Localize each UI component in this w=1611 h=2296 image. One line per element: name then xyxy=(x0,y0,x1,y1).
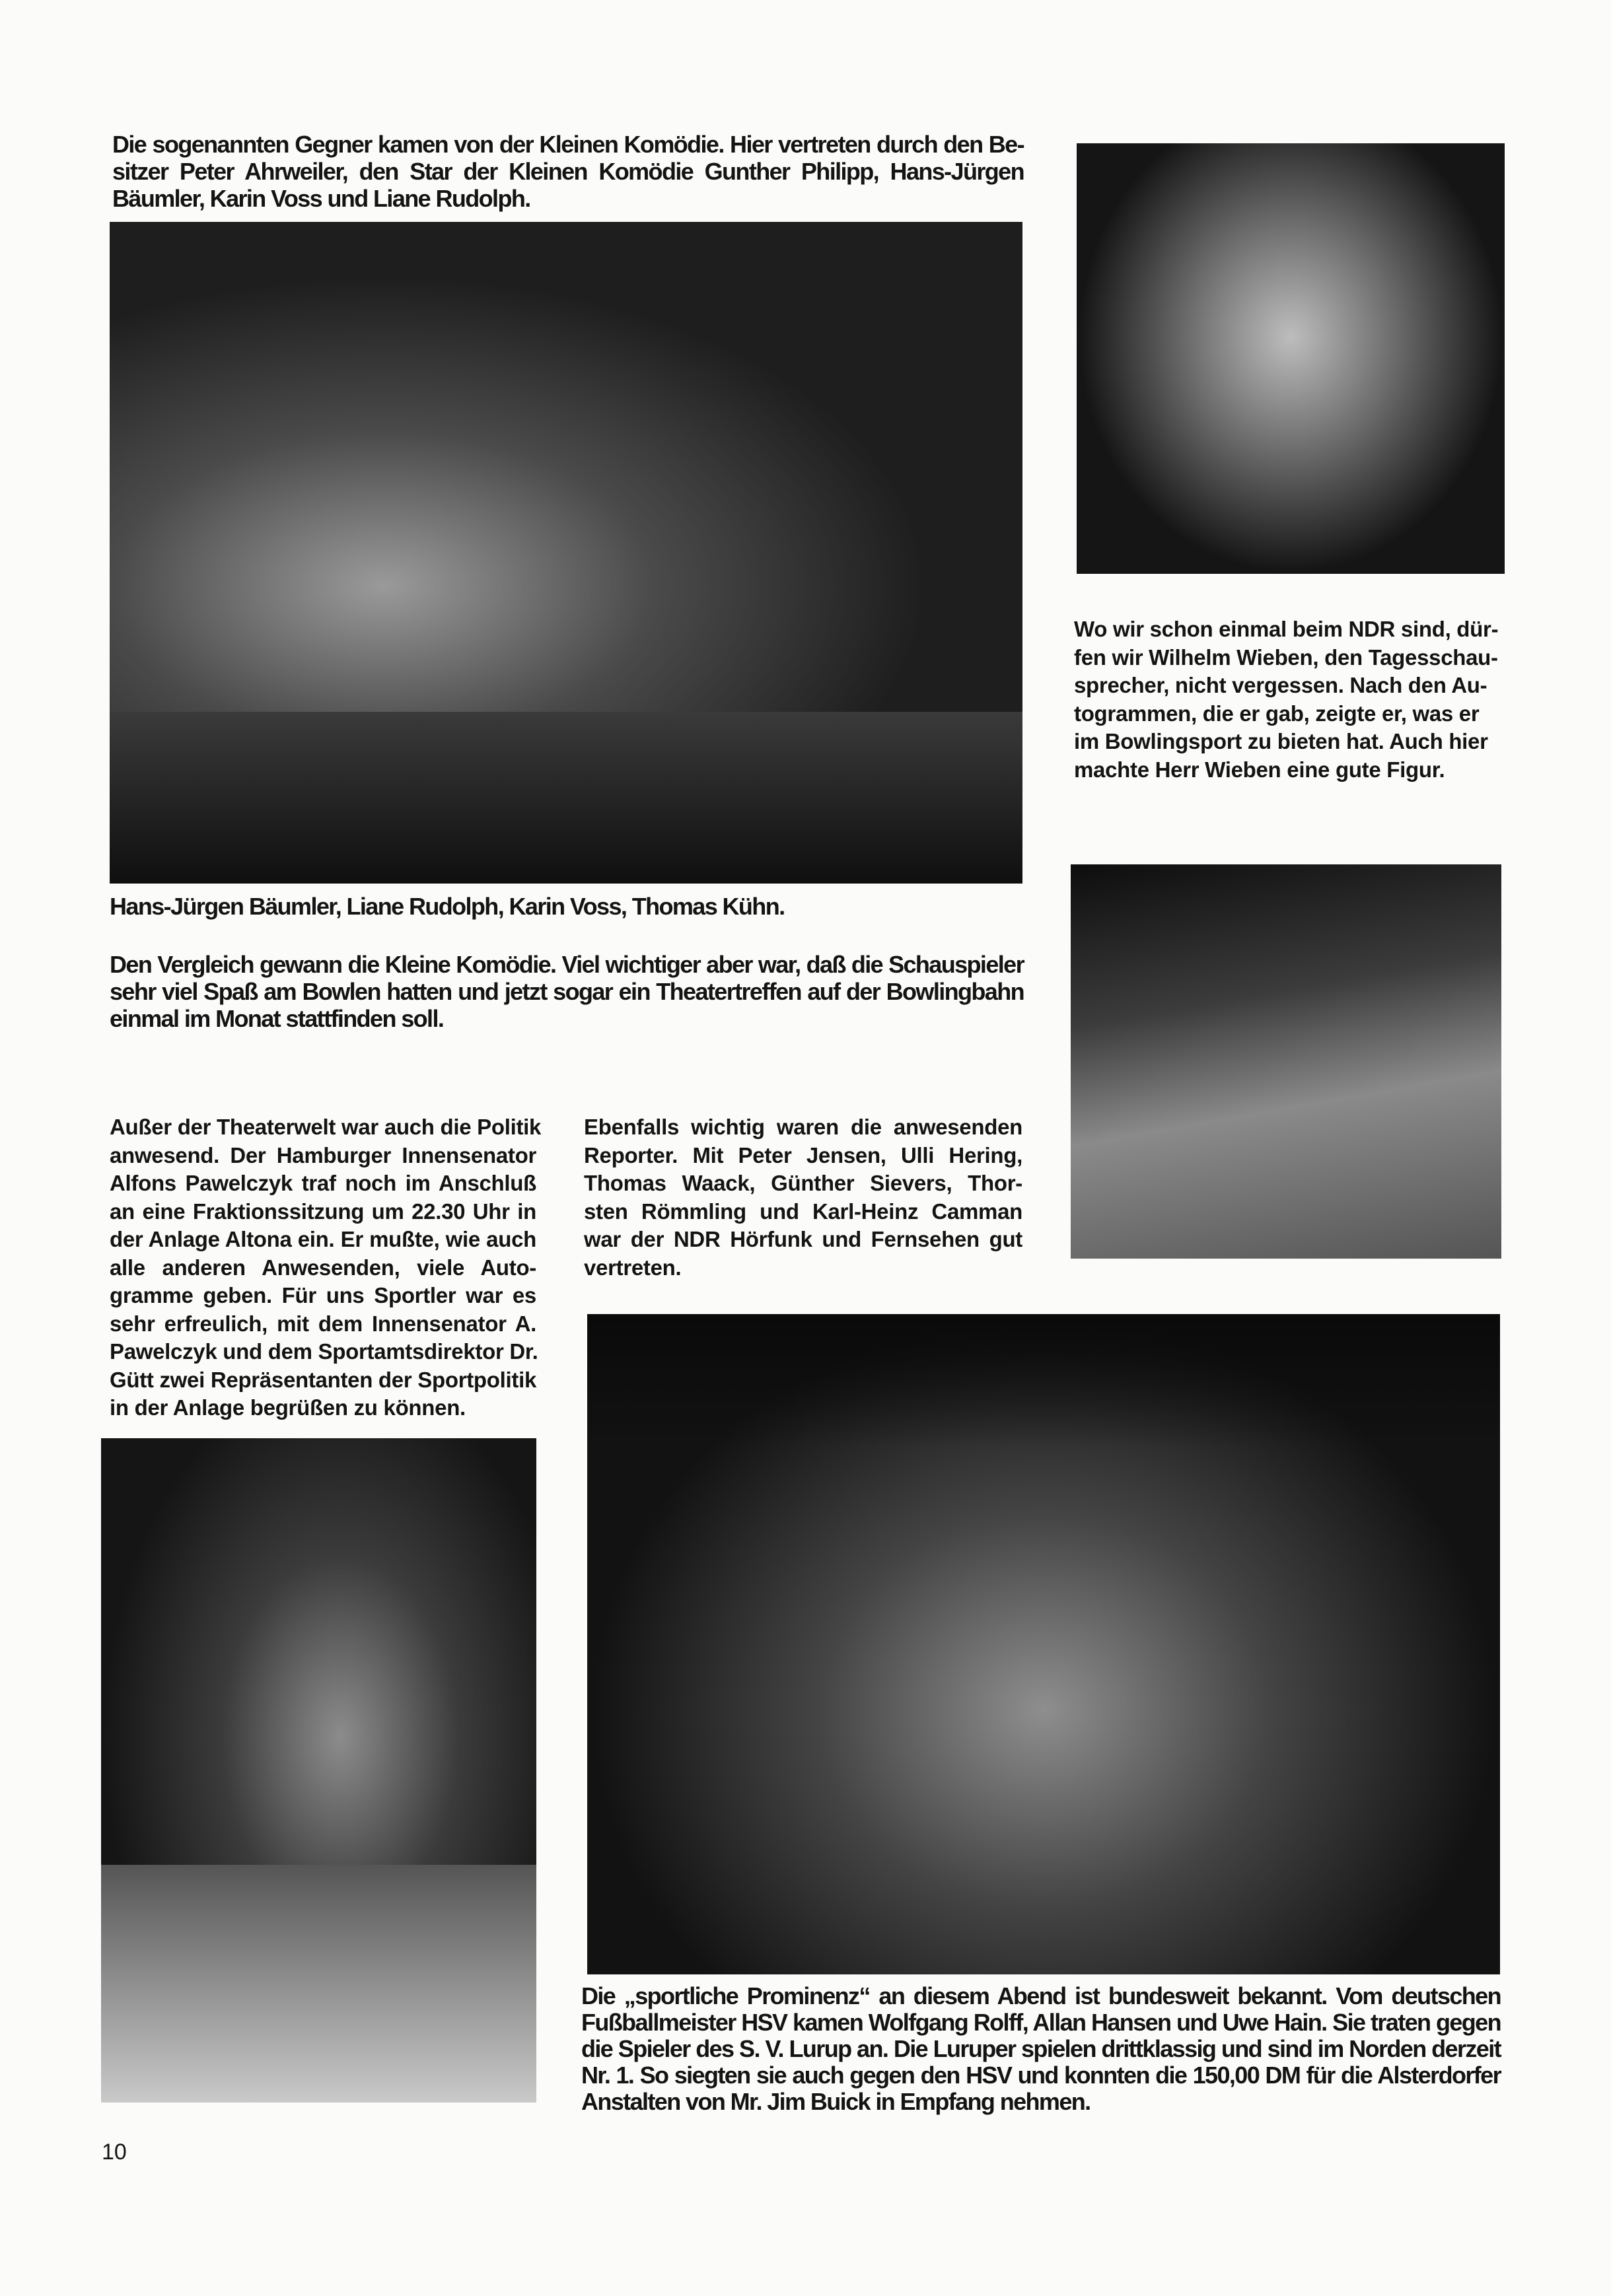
photo-pawelczyk-signing xyxy=(101,1438,536,2103)
text-line: Bäumler, Karin Voss und Liane Rudolph. xyxy=(112,185,530,212)
text-line: gramme geben. Für uns Sportler war es xyxy=(110,1283,536,1307)
wieben-paragraph xyxy=(1074,615,1499,784)
text-line: Pawelczyk und dem Sportamtsdirektor Dr. xyxy=(110,1339,538,1364)
text-line: Reporter. Mit Peter Jensen, Ulli Hering, xyxy=(584,1142,1022,1167)
text-line: der Anlage Altona ein. Er mußte, wie auch xyxy=(110,1227,536,1251)
text-line: Die sogenannten Gegner kamen von der Kleinen Komödie. Hier vertreten durch den Be- xyxy=(112,131,1024,158)
text-line: Hans-Jürgen Bäumler, Liane Rudolph, Karin Voss, Thomas Kühn. xyxy=(110,893,785,920)
prominence-paragraph xyxy=(581,1983,1501,2115)
text-line: Ebenfalls wichtig waren die anwesenden xyxy=(584,1115,1022,1139)
photo-kleine-komoedie-group xyxy=(110,222,1022,884)
text-line: Alfons Pawelczyk traf noch im Anschluß xyxy=(110,1171,536,1195)
comparison-paragraph xyxy=(110,951,1024,1032)
text-line: fen wir Wilhelm Wieben, den Tagesschau- xyxy=(1074,644,1498,670)
photo-bowling-lane xyxy=(1071,864,1501,1259)
text-line: sten Römmling und Karl-Heinz Camman xyxy=(584,1199,1022,1224)
text-line: die Spieler des S. V. Lurup an. Die Luruper spielen drittklassig und sind im Norden derzeit xyxy=(581,2035,1501,2062)
text-line: Fußballmeister HSV kamen Wolfgang Rolff, Allan Hansen und Uwe Hain. Sie traten gegen xyxy=(581,2009,1501,2036)
photo-wilhelm-wieben-autographs xyxy=(1077,143,1505,574)
page-number: 10 xyxy=(102,2139,127,2165)
text-line: sehr viel Spaß am Bowlen hatten und jetzt sogar ein Theatertreffen auf der Bowlingbahn xyxy=(110,978,1024,1005)
text-line: Anstalten von Mr. Jim Buick in Empfang nehmen. xyxy=(581,2088,1091,2115)
text-line: Außer der Theaterwelt war auch die Politik xyxy=(110,1115,542,1139)
text-line: Thomas Waack, Günther Sievers, Thor- xyxy=(584,1171,1022,1195)
text-line: Gütt zwei Repräsentanten der Sportpolitik xyxy=(110,1367,536,1392)
text-line: machte Herr Wieben eine gute Figur. xyxy=(1074,757,1445,782)
text-line: togrammen, die er gab, zeigte er, was er xyxy=(1074,701,1480,726)
text-line: im Bowlingsport zu bieten hat. Auch hier xyxy=(1074,729,1488,753)
text-line: Nr. 1. So siegten sie auch gegen den HSV und konnten die 150,00 DM für die Alsterdorfer xyxy=(581,2062,1501,2089)
intro-paragraph xyxy=(112,131,1024,212)
text-line: sehr erfreulich, mit dem Innensenator A. xyxy=(110,1311,536,1336)
group-photo-caption xyxy=(110,893,1034,920)
text-line: Die „sportliche Prominenz“ an diesem Abend ist bundesweit bekannt. Vom deutschen xyxy=(581,1982,1501,2009)
text-line: an eine Fraktionssitzung um 22.30 Uhr in xyxy=(110,1199,536,1224)
reporters-paragraph xyxy=(584,1113,1022,1282)
text-line: in der Anlage begrüßen zu können. xyxy=(110,1395,466,1420)
politics-paragraph xyxy=(110,1113,542,1422)
text-line: Wo wir schon einmal beim NDR sind, dür- xyxy=(1074,617,1499,641)
text-line: vertreten. xyxy=(584,1255,682,1280)
text-line: sitzer Peter Ahrweiler, den Star der Kleinen Komödie Gunther Philipp, Hans-Jürgen xyxy=(112,158,1024,185)
text-line: sprecher, nicht vergessen. Nach den Au- xyxy=(1074,673,1487,697)
text-line: einmal im Monat stattfinden soll. xyxy=(110,1005,444,1032)
text-line: anwesend. Der Hamburger Innensenator xyxy=(110,1142,536,1167)
text-line: Den Vergleich gewann die Kleine Komödie. Viel wichtiger aber war, daß die Schauspieler xyxy=(110,951,1024,978)
photo-hsv-players-event xyxy=(587,1314,1500,1974)
text-line: war der NDR Hörfunk und Fernsehen gut xyxy=(584,1227,1022,1251)
text-line: alle anderen Anwesenden, viele Auto- xyxy=(110,1255,536,1280)
